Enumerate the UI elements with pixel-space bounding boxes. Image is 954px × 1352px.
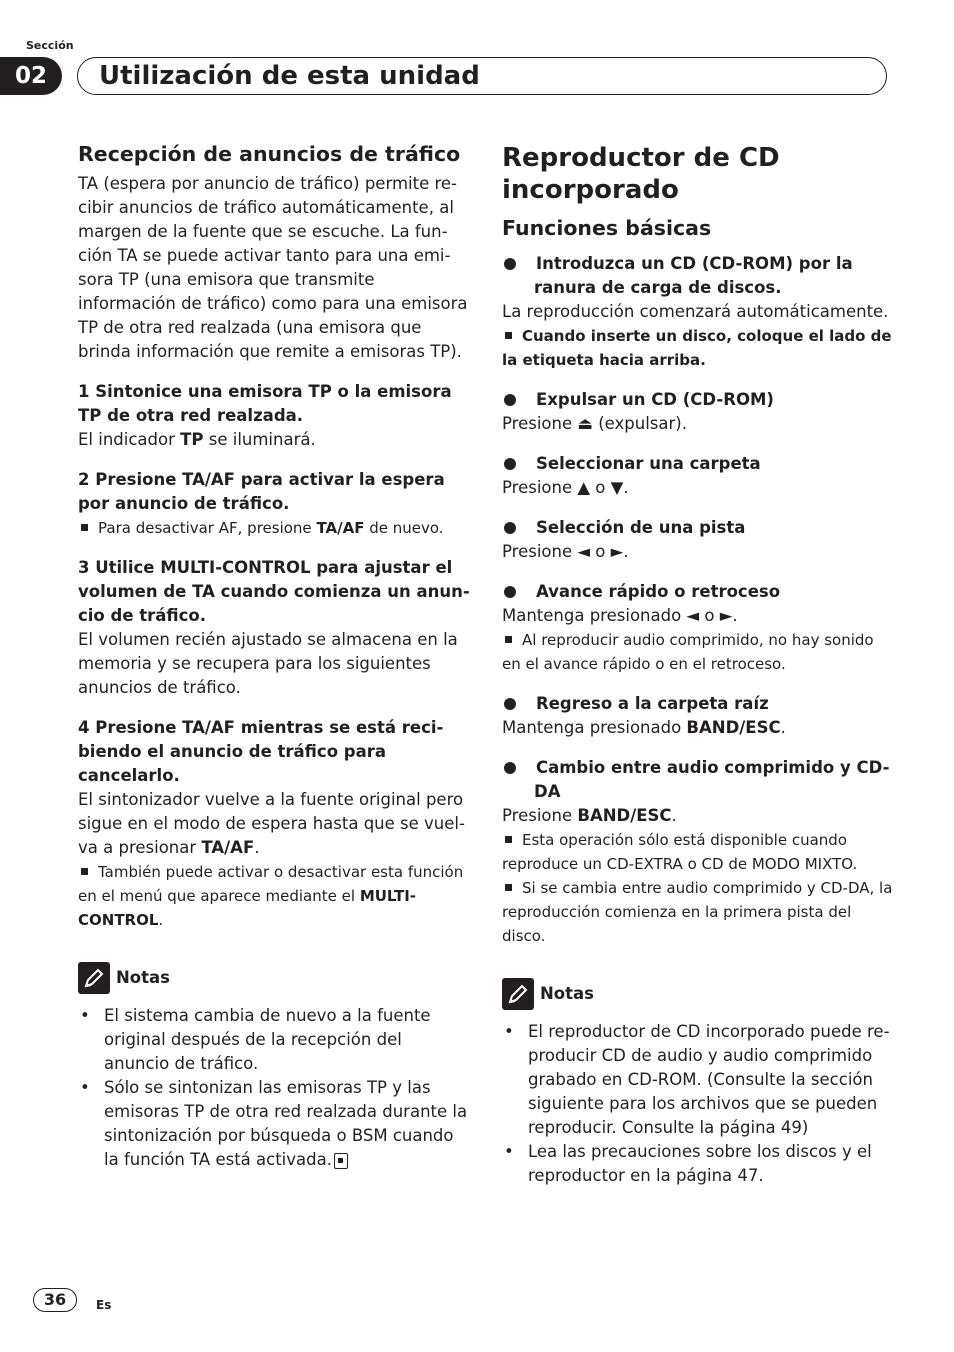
step-4-note: También puede activar o desactivar esta función en el menú que aparece mediante el MULTI-CONTROL.	[78, 863, 464, 929]
root-folder-title: Regreso a la carpeta raíz	[502, 692, 894, 716]
step-1-title: 1 Sintonice una emisora TP o la emisora TP de otra red realzada.	[78, 382, 452, 425]
square-bullet-icon	[81, 524, 88, 531]
insert-cd-note: Cuando inserte un disco, coloque el lado de la etiqueta hacia arriba.	[502, 327, 892, 369]
traffic-heading: Recepción de anuncios de tráfico	[78, 142, 461, 166]
step-1-text: El indicador TP se iluminará.	[78, 430, 316, 449]
end-mark-icon	[334, 1153, 348, 1169]
page-number: 36	[33, 1288, 77, 1312]
left-column	[78, 140, 470, 1172]
cd-player-heading: Reproductor de CD incorporado	[502, 143, 780, 205]
select-folder-text: Presione ▲ o ▼.	[502, 478, 629, 497]
section-label: Sección	[26, 39, 74, 52]
step-3-title: 3 Utilice MULTI-CONTROL para ajustar el volumen de TA cuando comienza un anuncio de tráfico.	[78, 558, 470, 625]
bullet-dot-icon	[504, 586, 516, 598]
fast-forward-text: Mantenga presionado ◄ o ►.	[502, 606, 738, 625]
step-4-text: El sintonizador vuelve a la fuente original pero sigue en el modo de espera hasta que se vuelva a presionar TA/AF.	[78, 790, 465, 857]
notes-list	[78, 1004, 470, 1172]
pencil-note-icon	[78, 962, 110, 994]
language-code: Es	[96, 1298, 112, 1312]
traffic-intro: TA (espera por anuncio de tráfico) permite recibir anuncios de tráfico automáticamente, al margen de la fuente que se escuche. La función TA se puede activar tanto para una emisora TP (una emisora que transmite información de tráfico) como para una emisora TP de otra red realzada (una emisora que brinda información que remite a emisoras TP).	[78, 174, 468, 361]
note-item: • El sistema cambia de nuevo a la fuente original después de la recepción del anuncio de tráfico.	[78, 1004, 470, 1076]
bullet-dot-icon	[504, 458, 516, 470]
select-folder-title: Seleccionar una carpeta	[502, 452, 894, 476]
insert-cd-text: La reproducción comenzará automáticamente.	[502, 302, 889, 321]
bullet-dot-icon	[504, 522, 516, 534]
notes-heading: Notas	[78, 962, 470, 994]
step-2-title: 2 Presione TA/AF para activar la espera por anuncio de tráfico.	[78, 470, 445, 513]
select-track-title: Selección de una pista	[502, 516, 894, 540]
fast-forward-title: Avance rápido o retroceso	[502, 580, 894, 604]
section-number: 02	[0, 57, 62, 95]
bullet-dot-icon	[504, 698, 516, 710]
square-bullet-icon	[505, 884, 512, 891]
square-bullet-icon	[505, 332, 512, 339]
page-title: Utilización de esta unidad	[99, 61, 480, 91]
right-column	[502, 140, 894, 1188]
select-track-text: Presione ◄ o ►.	[502, 542, 629, 561]
audio-switch-title: Cambio entre audio comprimido y CD-DA	[502, 756, 894, 804]
insert-cd-title: Introduzca un CD (CD-ROM) por la ranura de carga de discos.	[502, 252, 894, 300]
step-3-text: El volumen recién ajustado se almacena en la memoria y se recupera para los siguientes anuncios de tráfico.	[78, 630, 458, 697]
audio-switch-note-2: Si se cambia entre audio comprimido y CD-DA, la reproducción comienza en la primera pista del disco.	[502, 879, 893, 945]
square-bullet-icon	[505, 836, 512, 843]
note-item: • Lea las precauciones sobre los discos y el reproductor en la página 47.	[502, 1140, 894, 1188]
eject-text: Presione ⏏ (expulsar).	[502, 414, 687, 433]
notes-heading: Notas	[502, 978, 894, 1010]
square-bullet-icon	[505, 636, 512, 643]
note-item: • Sólo se sintonizan las emisoras TP y las emisoras TP de otra red realzada durante la sintonización por búsqueda o BSM cuando la función TA está activada.	[78, 1076, 470, 1172]
step-4-title: 4 Presione TA/AF mientras se está recibiendo el anuncio de tráfico para cancelarlo.	[78, 718, 444, 785]
step-2-note: Para desactivar AF, presione TA/AF de nuevo.	[78, 516, 470, 540]
note-item: • El reproductor de CD incorporado puede reproducir CD de audio y audio comprimido grabado en CD-ROM. (Consulte la sección siguiente para los archivos que se pueden reproducir. Consulte la página 49)	[502, 1020, 894, 1140]
eject-title: Expulsar un CD (CD-ROM)	[502, 388, 894, 412]
audio-switch-note-1: Esta operación sólo está disponible cuando reproduce un CD-EXTRA o CD de MODO MIXTO.	[502, 831, 858, 873]
square-bullet-icon	[81, 868, 88, 875]
bullet-dot-icon	[504, 258, 516, 270]
bullet-dot-icon	[504, 762, 516, 774]
audio-switch-text: Presione BAND/ESC.	[502, 806, 677, 825]
basic-functions-heading: Funciones básicas	[502, 216, 712, 240]
fast-forward-note: Al reproducir audio comprimido, no hay sonido en el avance rápido o en el retroceso.	[502, 631, 874, 673]
notes-list	[502, 1020, 894, 1188]
root-folder-text: Mantenga presionado BAND/ESC.	[502, 718, 786, 737]
pencil-note-icon	[502, 978, 534, 1010]
bullet-dot-icon	[504, 394, 516, 406]
